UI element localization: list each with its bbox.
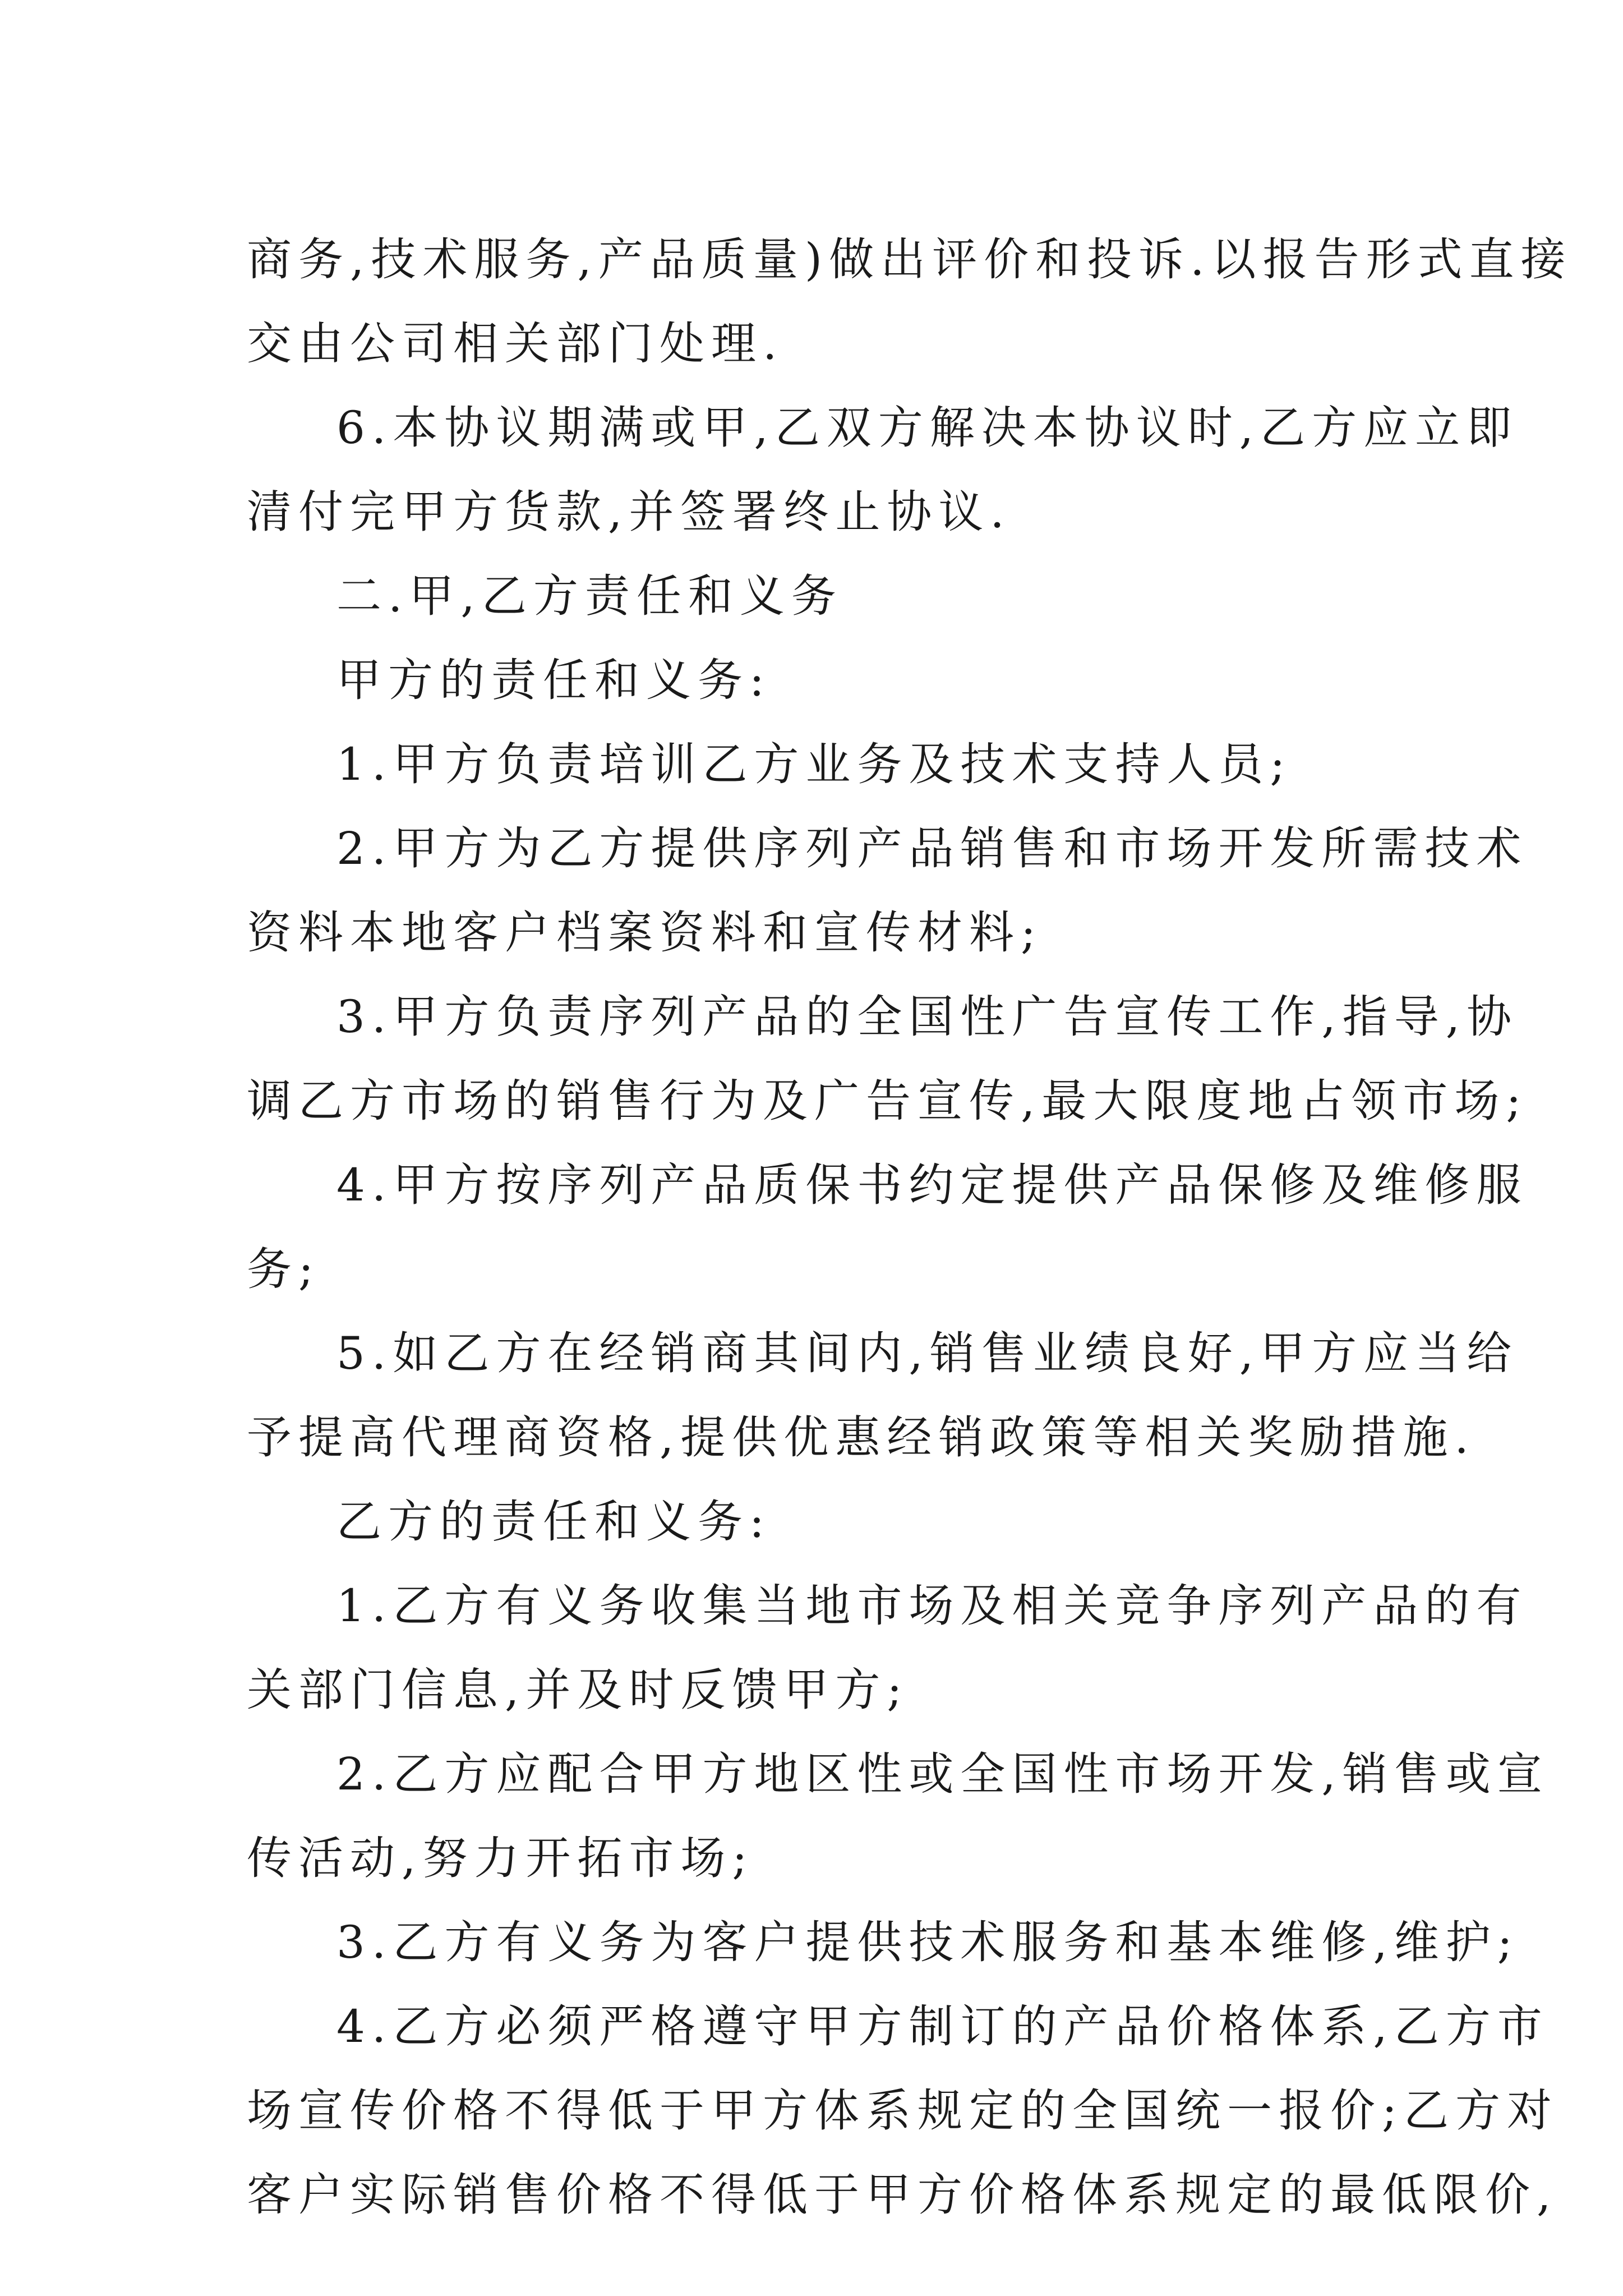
text-line: 交由公司相关部门处理. <box>247 318 784 370</box>
text-line: 4.甲方按序列产品质保书约定提供产品保修及维修服 <box>336 1159 1528 1211</box>
text-line: 5.如乙方在经销商其间内,销售业绩良好,甲方应当给 <box>336 1327 1519 1379</box>
subsection-heading: 乙方的责任和义务: <box>336 1496 771 1548</box>
text-line: 资料本地客户档案资料和宣传材料; <box>247 907 1043 959</box>
text-line: 清付完甲方货款,并签署终止协议. <box>247 486 1011 538</box>
text-line: 务; <box>247 1243 320 1295</box>
subsection-heading: 甲方的责任和义务: <box>336 654 771 706</box>
text-line: 关部门信息,并及时反馈甲方; <box>247 1664 909 1716</box>
text-line: 2.甲方为乙方提供序列产品销售和市场开发所需技术 <box>336 822 1528 875</box>
text-line: 2.乙方应配合甲方地区性或全国性市场开发,销售或宣 <box>336 1748 1549 1800</box>
text-line: 1.甲方负责培训乙方业务及技术支持人员; <box>336 738 1292 790</box>
text-line: 3.乙方有义务为客户提供技术服务和基本维修,维护; <box>336 1916 1519 1968</box>
document-body <box>247 218 1573 2237</box>
text-line: 调乙方市场的销售行为及广告宣传,最大限度地占领市场; <box>247 1075 1528 1127</box>
text-line: 1.乙方有义务收集当地市场及相关竞争序列产品的有 <box>336 1580 1528 1632</box>
text-line: 传活动,努力开拓市场; <box>247 1832 754 1884</box>
text-line: 场宣传价格不得低于甲方体系规定的全国统一报价;乙方对 <box>247 2085 1559 2137</box>
text-line: 3.甲方负责序列产品的全国性广告宣传工作,指导,协 <box>336 991 1519 1043</box>
text-line: 客户实际销售价格不得低于甲方价格体系规定的最低限价, <box>247 2169 1558 2221</box>
text-line: 予提高代理商资格,提供优惠经销政策等相关奖励措施. <box>247 1411 1476 1464</box>
text-line: 商务,技术服务,产品质量)做出评价和投诉.以报告形式直接 <box>247 233 1573 286</box>
text-line: 6.本协议期满或甲,乙双方解决本协议时,乙方应立即 <box>336 402 1519 454</box>
section-heading: 二.甲,乙方责任和义务 <box>336 570 843 622</box>
text-line: 4.乙方必须严格遵守甲方制订的产品价格体系,乙方市 <box>336 2000 1549 2053</box>
